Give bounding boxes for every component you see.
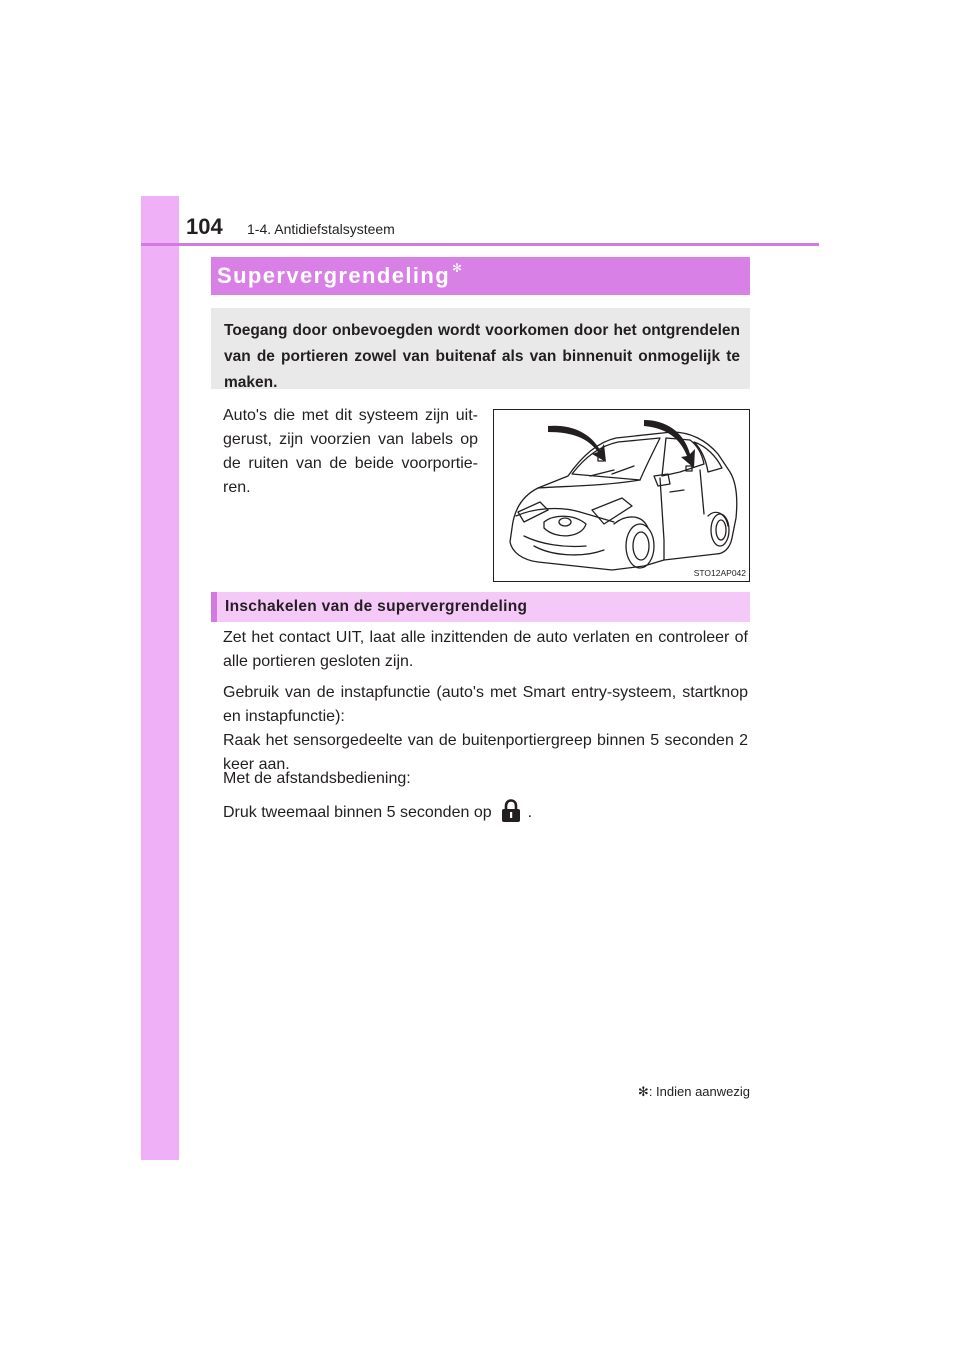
figure-code: STO12AP042 <box>693 568 746 578</box>
subheading-accent <box>211 592 217 622</box>
subheading: Inschakelen van de supervergrendeling <box>225 598 528 615</box>
page-title: Supervergrendeling <box>217 263 451 288</box>
paragraph-press-lock <box>223 799 748 825</box>
paragraph-labels: Auto's die met dit systeem zijn uitgerust, zijn voorzien van labels op de ruiten van de beide voorportieren. <box>223 407 478 496</box>
lock-icon <box>500 799 522 823</box>
paragraph-entry-function <box>223 681 748 777</box>
press-lock-period: . <box>527 804 533 821</box>
entry-function-step: Raak het sensorgedeelte van de buitenportiergreep binnen 5 seconden 2 keer aan. <box>223 732 748 773</box>
entry-function-condition: Gebruik van de instapfunctie (auto's met Smart entry-systeem, startknop en instapfunctie): <box>223 684 748 725</box>
side-tab-strip <box>141 196 179 1160</box>
paragraph-ignition: Zet het contact UIT, laat alle inzittenden de auto verlaten en controleer of alle portieren gesloten zijn. <box>223 629 748 670</box>
page-number: 104 <box>186 214 223 239</box>
intro-text: Toegang door onbevoegden wordt voorkomen door het ontgrendelen van de portieren zowel van buitenaf als van binnenuit onmogelijk te maken. <box>224 322 740 391</box>
section-title-bar <box>211 257 750 295</box>
car-illustration <box>493 409 750 582</box>
footnote: ✻: Indien aanwezig <box>637 1084 750 1099</box>
subheading-bar <box>211 592 750 622</box>
paragraph-remote: Met de afstandsbediening: <box>223 770 411 787</box>
car-illustration-icon <box>494 410 749 581</box>
intro-box <box>211 308 750 389</box>
optional-asterisk: ✻ <box>452 261 463 275</box>
press-lock-text: Druk tweemaal binnen 5 seconden op <box>223 804 492 821</box>
section-header: 1-4. Antidiefstalsysteem <box>247 221 395 237</box>
header-divider <box>141 243 819 246</box>
